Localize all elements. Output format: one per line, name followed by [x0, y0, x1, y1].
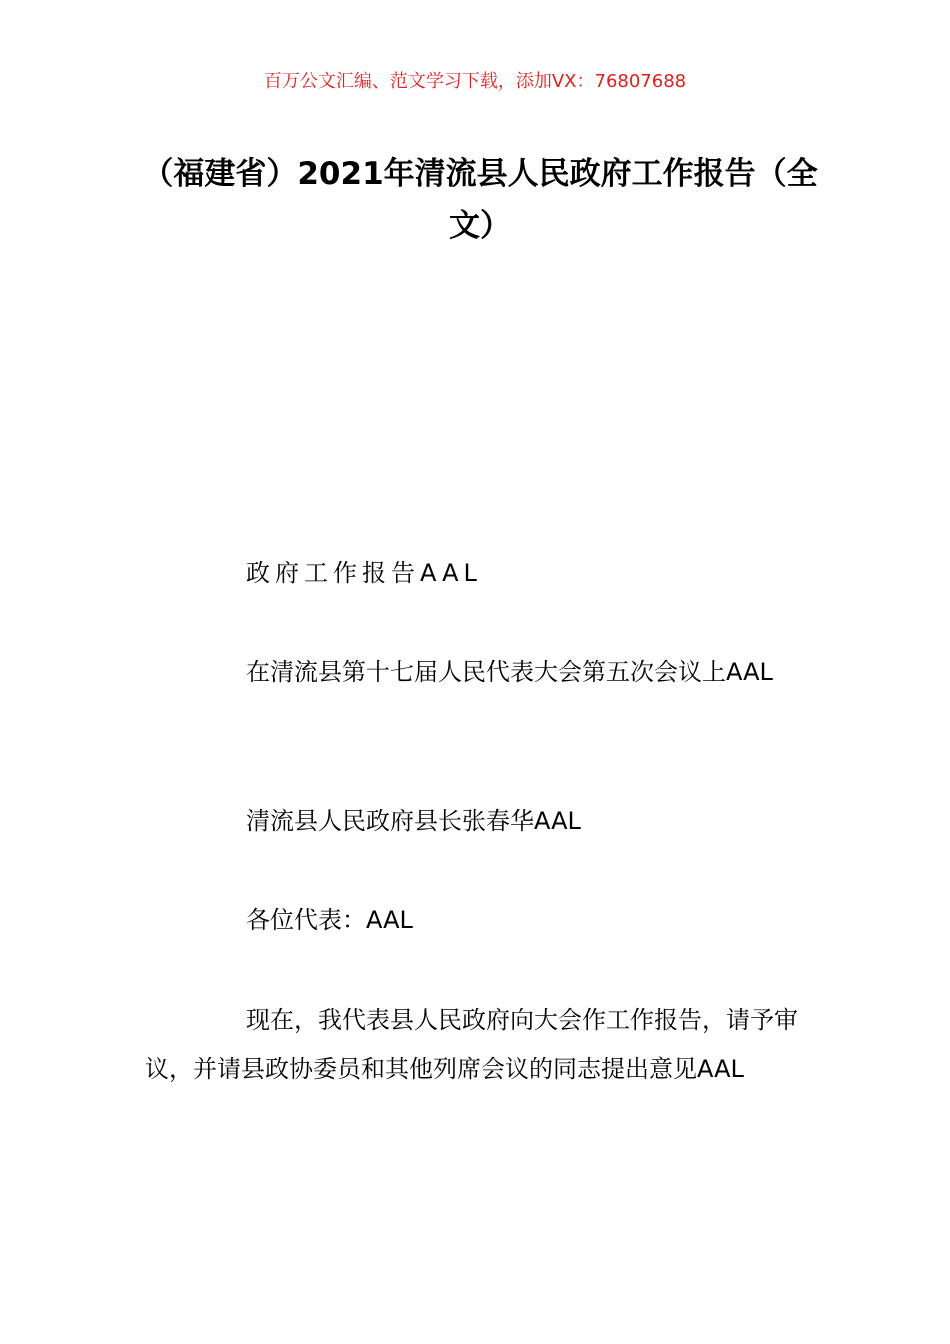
salutation-paragraph — [145, 896, 815, 945]
speaker-text: 清流县人民政府县长张春华AAL — [246, 807, 581, 835]
salutation-text: 各位代表：AAL — [246, 906, 413, 934]
document-title: （福建省）2021年清流县人民政府工作报告（全文） — [142, 156, 818, 244]
meeting-paragraph — [145, 648, 815, 697]
report-heading-paragraph — [145, 549, 815, 598]
meeting-text: 在清流县第十七届人民代表大会第五次会议上AAL — [246, 658, 773, 686]
download-notice: 百万公文汇编、范文学习下载，添加VX：76807688 — [263, 71, 687, 92]
speaker-paragraph — [145, 797, 815, 846]
report-heading-text: 政府工作报告AAL — [246, 559, 482, 587]
opening-paragraph — [145, 996, 815, 1094]
opening-text: 现在，我代表县人民政府向大会作工作报告，请予审议，并请县政协委员和其他列席会议的同志提出意见AAL — [145, 1006, 798, 1083]
